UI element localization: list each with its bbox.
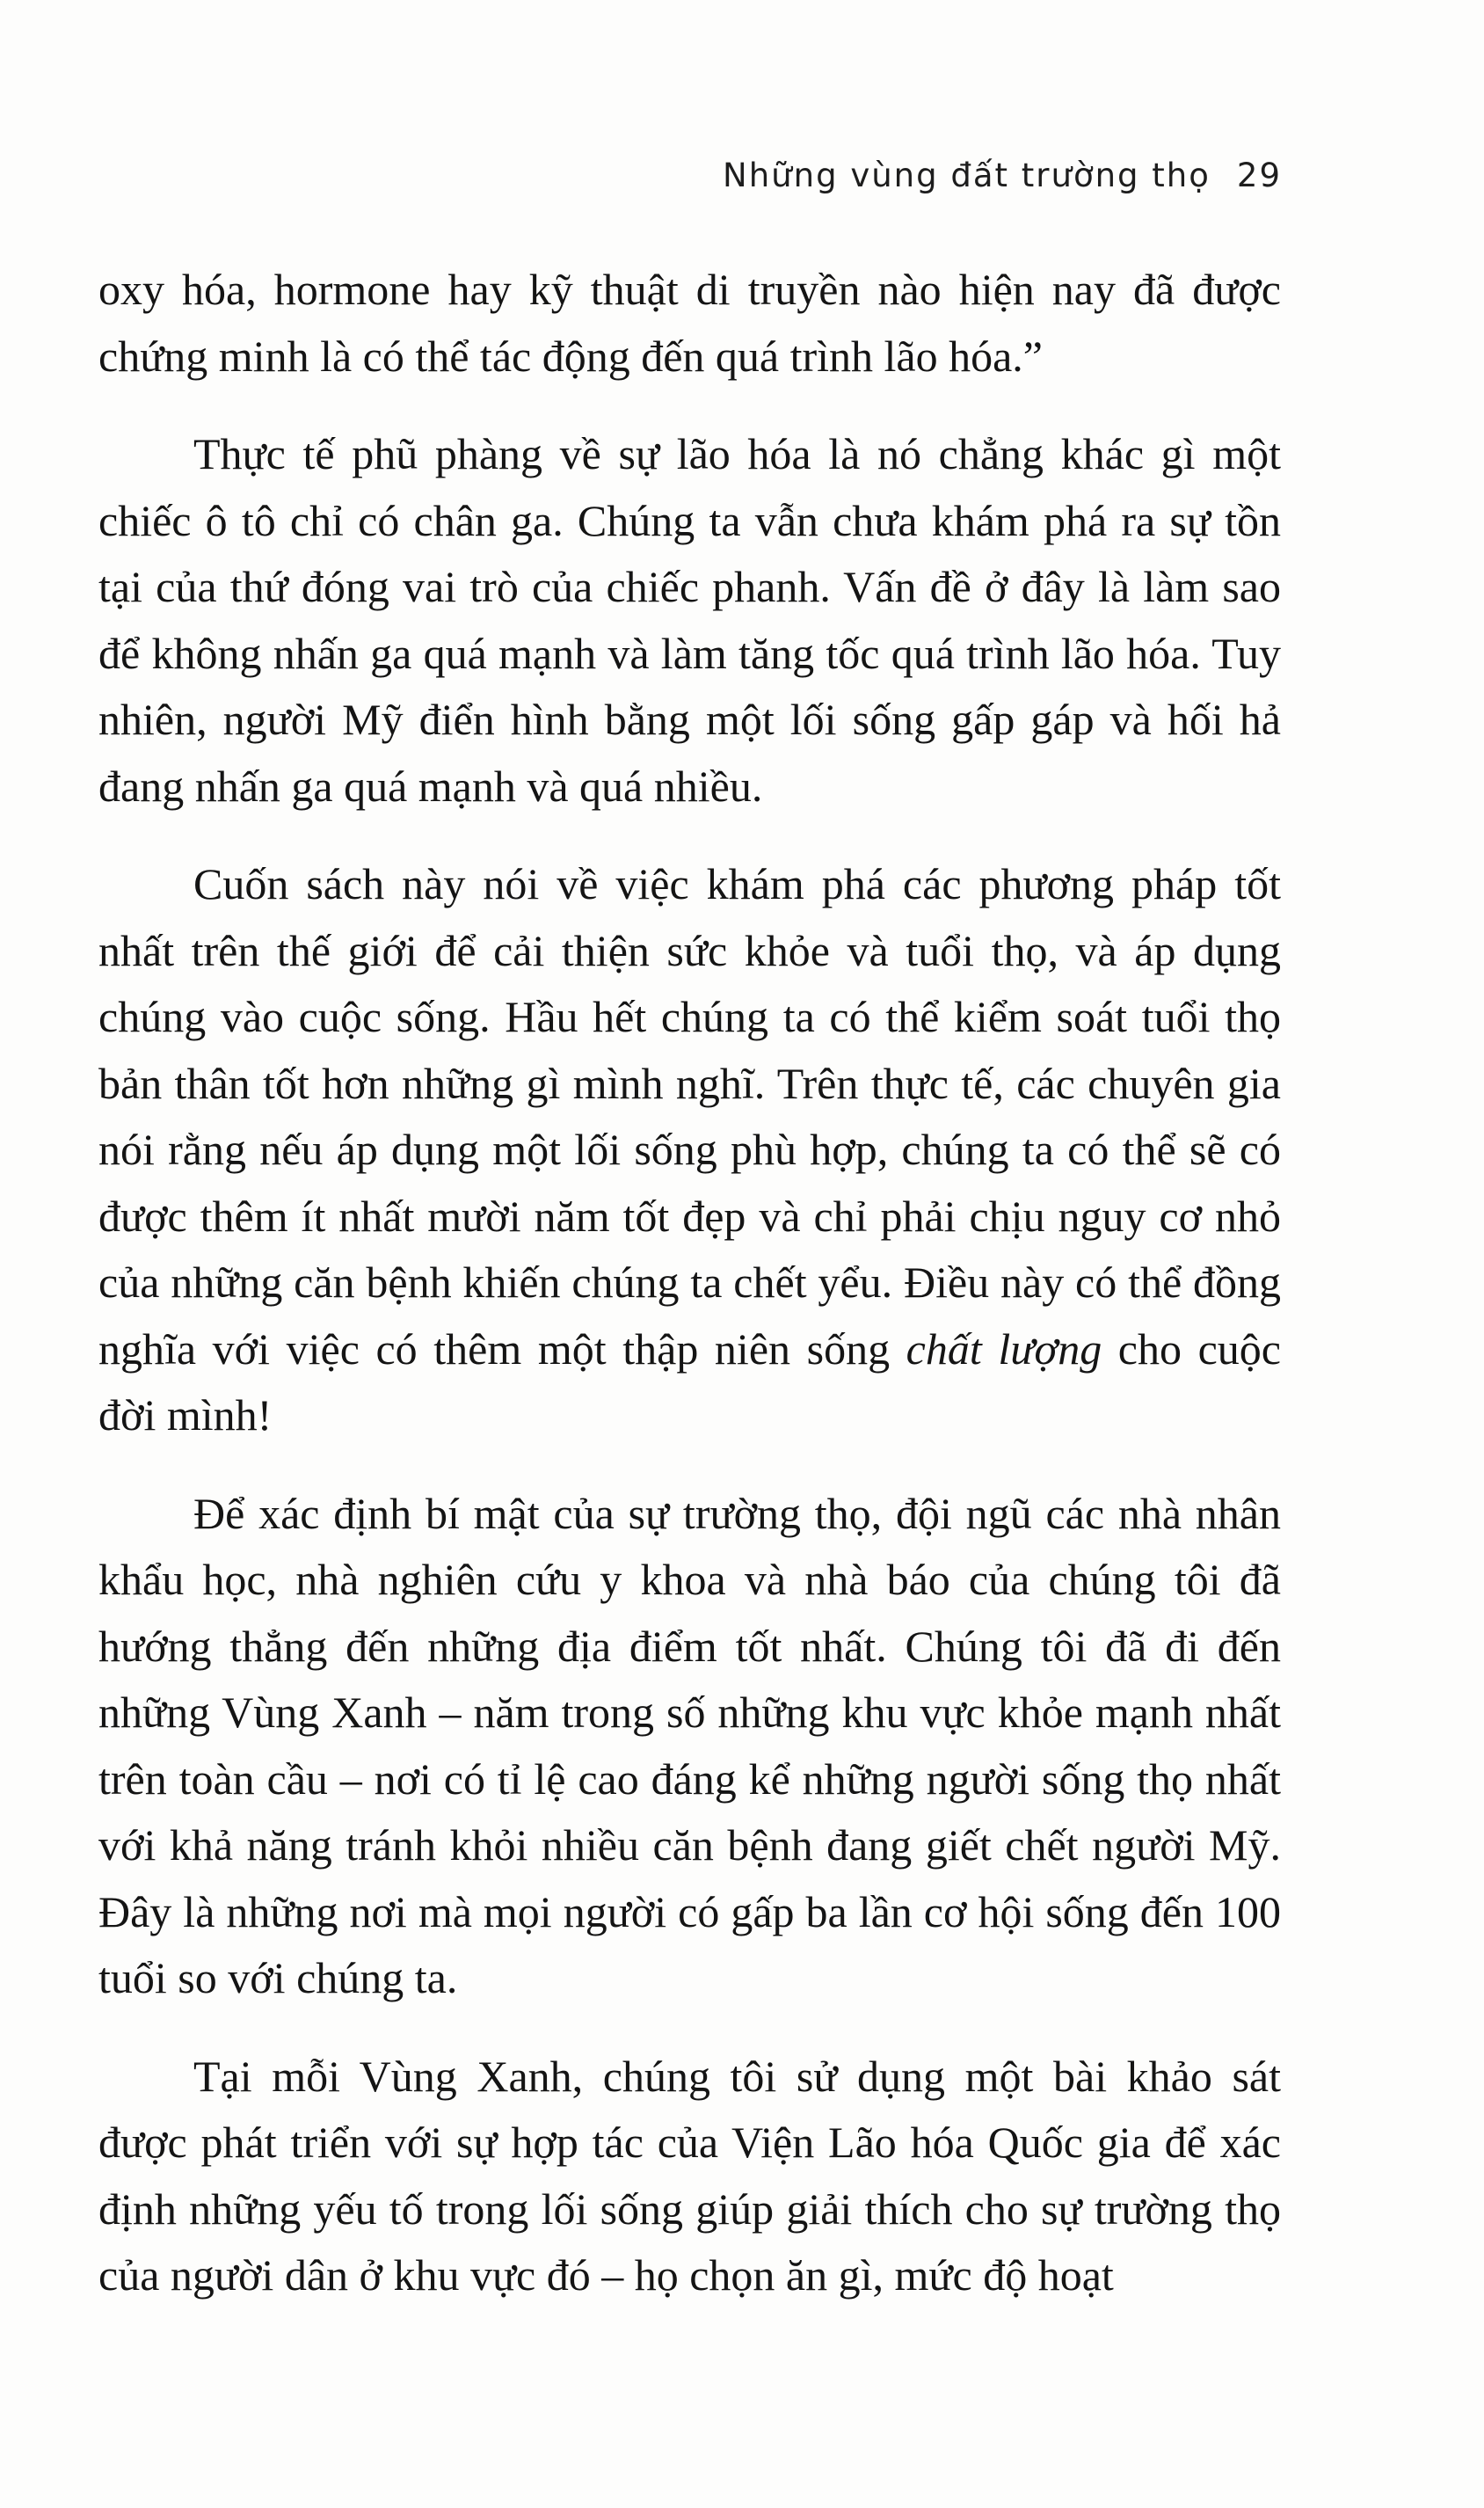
body-text (98, 257, 1281, 2341)
paragraph: Để xác định bí mật của sự trường thọ, đội ngũ các nhà nhân khẩu học, nhà nghiên cứu y khoa và nhà báo của chúng tôi đã hướng thẳng đến những địa điểm tốt nhất. Chúng tôi đã đi đến những Vùng Xanh – năm trong số những khu vực khỏe mạnh nhất trên toàn cầu – nơi có tỉ lệ cao đáng kể những người sống thọ nhất với khả năng tránh khỏi nhiều căn bệnh đang giết chết người Mỹ. Đây là những nơi mà mọi người có gấp ba lần cơ hội sống đến 100 tuổi so với chúng ta. (98, 1488, 1281, 2002)
paragraph: Tại mỗi Vùng Xanh, chúng tôi sử dụng một bài khảo sát được phát triển với sự hợp tác của Viện Lão hóa Quốc gia để xác định những yếu tố trong lối sống giúp giải thích cho sự trường thọ của người dân ở khu vực đó – họ chọn ăn gì, mức độ hoạt (98, 2051, 1281, 2300)
paragraph-text: cho cuộc đời mình! (98, 1323, 1281, 1440)
paragraph-continuation: oxy hóa, hormone hay kỹ thuật di truyền nào hiện nay đã được chứng minh là có thể tác động đến quá trình lão hóa.” (98, 265, 1281, 381)
running-header (723, 157, 1282, 194)
chapter-title: Những vùng đất trường thọ (723, 157, 1211, 194)
page-number: 29 (1236, 157, 1282, 194)
paragraph: Thực tế phũ phàng về sự lão hóa là nó chẳng khác gì một chiếc ô tô chỉ có chân ga. Chúng ta vẫn chưa khám phá ra sự tồn tại của thứ đóng vai trò của chiếc phanh. Vấn đề ở đây là làm sao để không nhấn ga quá mạnh và làm tăng tốc quá trình lão hóa. Tuy nhiên, người Mỹ điển hình bằng một lối sống gấp gáp và hối hả đang nhấn ga quá mạnh và quá nhiều. (98, 429, 1281, 811)
paragraph (98, 851, 1281, 1449)
paragraph-text: Cuốn sách này nói về việc khám phá các phương pháp tốt nhất trên thế giới để cải thiện sức khỏe và tuổi thọ, và áp dụng chúng vào cuộc sống. Hầu hết chúng ta có thể kiểm soát tuổi thọ bản thân tốt hơn những gì mình nghĩ. Trên thực tế, các chuyên gia nói rằng nếu áp dụng một lối sống phù hợp, chúng ta có thể sẽ có được thêm ít nhất mười năm tốt đẹp và chỉ phải chịu nguy cơ nhỏ của những căn bệnh khiến chúng ta chết yểu. Điều này có thể đồng nghĩa với việc có thêm một thập niên sống (98, 859, 1281, 1374)
emphasized-text: chất lượng (906, 1323, 1102, 1374)
